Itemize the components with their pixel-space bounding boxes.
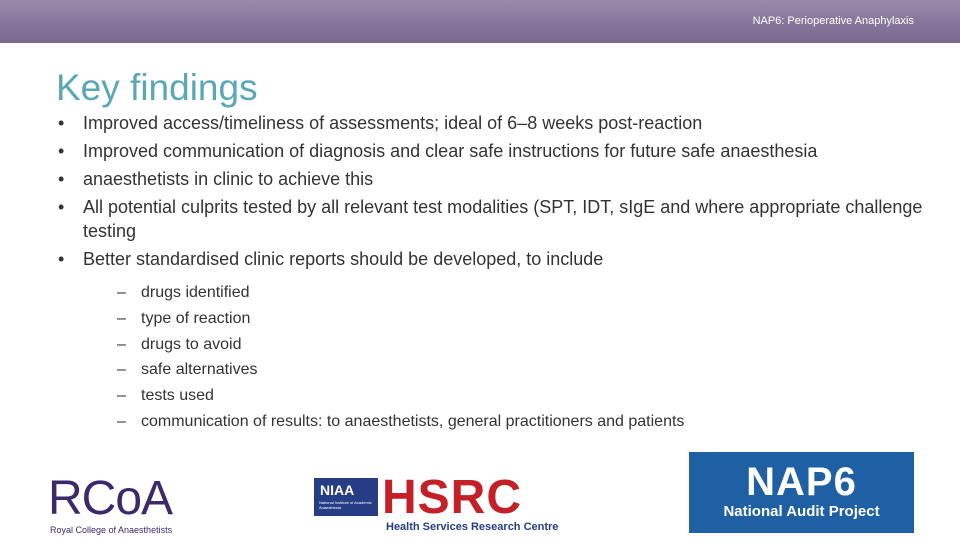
sub-bullet-list <box>83 283 936 432</box>
bullet-item <box>56 247 936 432</box>
sub-bullet-item <box>117 335 936 355</box>
bullet-mark: • <box>58 113 65 133</box>
nap6-logo <box>689 452 914 533</box>
sub-bullet-item <box>117 283 936 303</box>
sub-bullet-text: drugs identified <box>141 284 250 301</box>
bullet-list <box>56 111 936 432</box>
bullet-mark: • <box>58 197 65 217</box>
hsrc-logo-subtitle: Health Services Research Centre <box>386 521 559 533</box>
nap6-logo-subtitle: National Audit Project <box>723 503 880 520</box>
rcoa-logo <box>48 474 193 540</box>
nap6-logo-name: NAP6 <box>746 460 857 504</box>
dash-mark: – <box>117 387 126 405</box>
hsrc-logo-letters: HSRC <box>382 471 523 524</box>
sub-bullet-item <box>117 386 936 406</box>
bullet-text: Improved communication of diagnosis and clear safe instructions for future safe anaesthesia <box>83 141 818 161</box>
bullet-text: Improved access/timeliness of assessments; ideal of 6–8 weeks post-reaction <box>83 113 703 133</box>
dash-mark: – <box>117 335 126 353</box>
dash-mark: – <box>117 361 126 379</box>
slide-title: Key findings <box>56 67 258 108</box>
dash-mark: – <box>117 284 126 301</box>
niaa-logo-name: NIAA <box>320 482 355 498</box>
rcoa-logo-letters: RCoA <box>48 472 173 525</box>
sub-bullet-item <box>117 412 936 432</box>
sub-bullet-text: tests used <box>141 387 214 405</box>
niaa-logo <box>314 478 378 516</box>
bullet-mark: • <box>58 169 65 189</box>
bullet-mark: • <box>58 249 65 269</box>
sub-bullet-text: type of reaction <box>141 309 251 327</box>
bullet-item <box>56 167 936 191</box>
sub-bullet-item <box>117 360 936 380</box>
niaa-logo-subtitle: National Institute of Academic Anaesthesia <box>319 500 372 510</box>
bullet-text: Better standardised clinic reports should be developed, to include <box>83 249 604 269</box>
sub-bullet-text: communication of results: to anaesthetists, general practitioners and patients <box>141 412 685 430</box>
dash-mark: – <box>117 412 126 430</box>
sub-bullet-text: safe alternatives <box>141 361 258 379</box>
header-title: NAP6: Perioperative Anaphylaxis <box>752 15 914 27</box>
rcoa-logo-subtitle: Royal College of Anaesthetists <box>50 525 173 535</box>
hsrc-logo <box>314 472 572 538</box>
bullet-text: anaesthetists in clinic to achieve this <box>83 169 374 189</box>
bullet-mark: • <box>58 141 65 161</box>
bullet-item <box>56 195 936 243</box>
dash-mark: – <box>117 309 126 327</box>
bullet-item <box>56 139 936 163</box>
header-bar <box>0 0 960 43</box>
bullet-text: All potential culprits tested by all relevant test modalities (SPT, IDT, sIgE and where appropriate challenge testing <box>83 197 923 241</box>
sub-bullet-text: drugs to avoid <box>141 335 242 353</box>
bullet-item <box>56 111 936 135</box>
sub-bullet-item <box>117 309 936 329</box>
